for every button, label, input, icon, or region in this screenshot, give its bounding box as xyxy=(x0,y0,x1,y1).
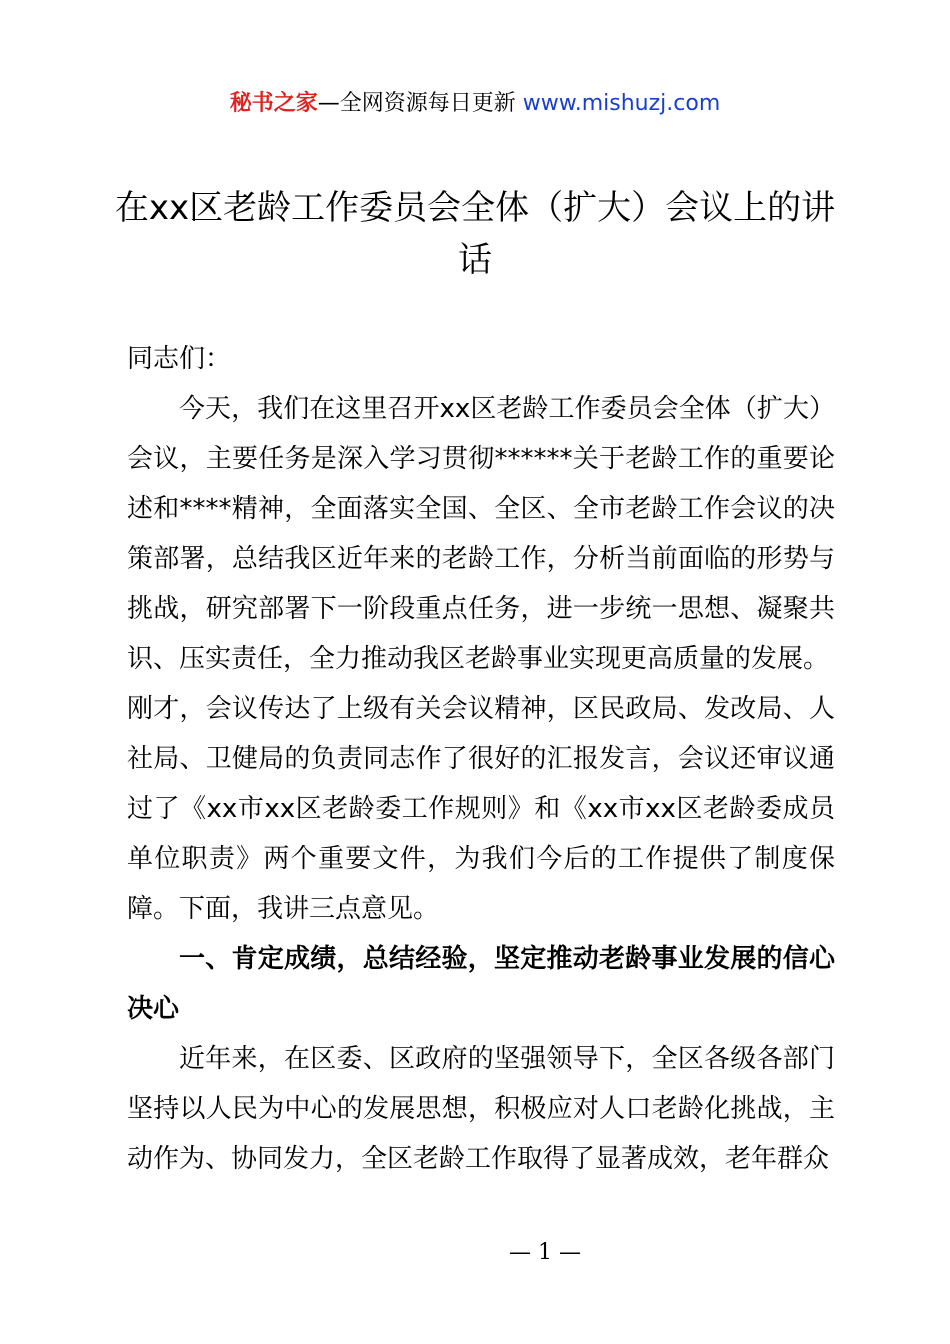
brand-name: 秘书之家 xyxy=(229,91,318,116)
document-body xyxy=(127,334,835,1184)
site-header xyxy=(0,88,950,120)
section-heading-one: 一、肯定成绩，总结经验，坚定推动老龄事业发展的信心决心 xyxy=(127,944,835,1024)
site-url-link[interactable]: www.mishuzj.com xyxy=(522,91,721,116)
header-slogan: —全网资源每日更新 xyxy=(317,91,516,116)
paragraph-intro: 今天，我们在这里召开xx区老龄工作委员会全体（扩大）会议，主要任务是深入学习贯彻******关于老龄工作的重要论述和****精神，全面落实全国、全区、全市老龄工作会议的决策部署，总结我区近年来的老龄工作，分析当前面临的形势与挑战，研究部署下一阶段重点任务，进一步统一思想、凝聚共识、压实责任，全力推动我区老龄事业实现更高质量的发展。 xyxy=(127,394,835,674)
paragraph-report: 刚才，会议传达了上级有关会议精神，区民政局、发改局、人社局、卫健局的负责同志作了很好的汇报发言，会议还审议通过了《xx市xx区老龄委工作规则》和《xx市xx区老龄委成员单位职责》两个重要文件，为我们今后的工作提供了制度保障。下面，我讲三点意见。 xyxy=(127,694,835,924)
document-title: 在xx区老龄工作委员会全体（扩大）会议上的讲话 xyxy=(114,188,836,280)
section-paragraph: 近年来，在区委、区政府的坚强领导下，全区各级各部门坚持以人民为中心的发展思想，积极应对人口老龄化挑战，主动作为、协同发力，全区老龄工作取得了显著成效，老年群众 xyxy=(127,1044,835,1174)
page-number: — 1 — xyxy=(509,1240,581,1265)
salutation: 同志们： xyxy=(127,344,232,374)
